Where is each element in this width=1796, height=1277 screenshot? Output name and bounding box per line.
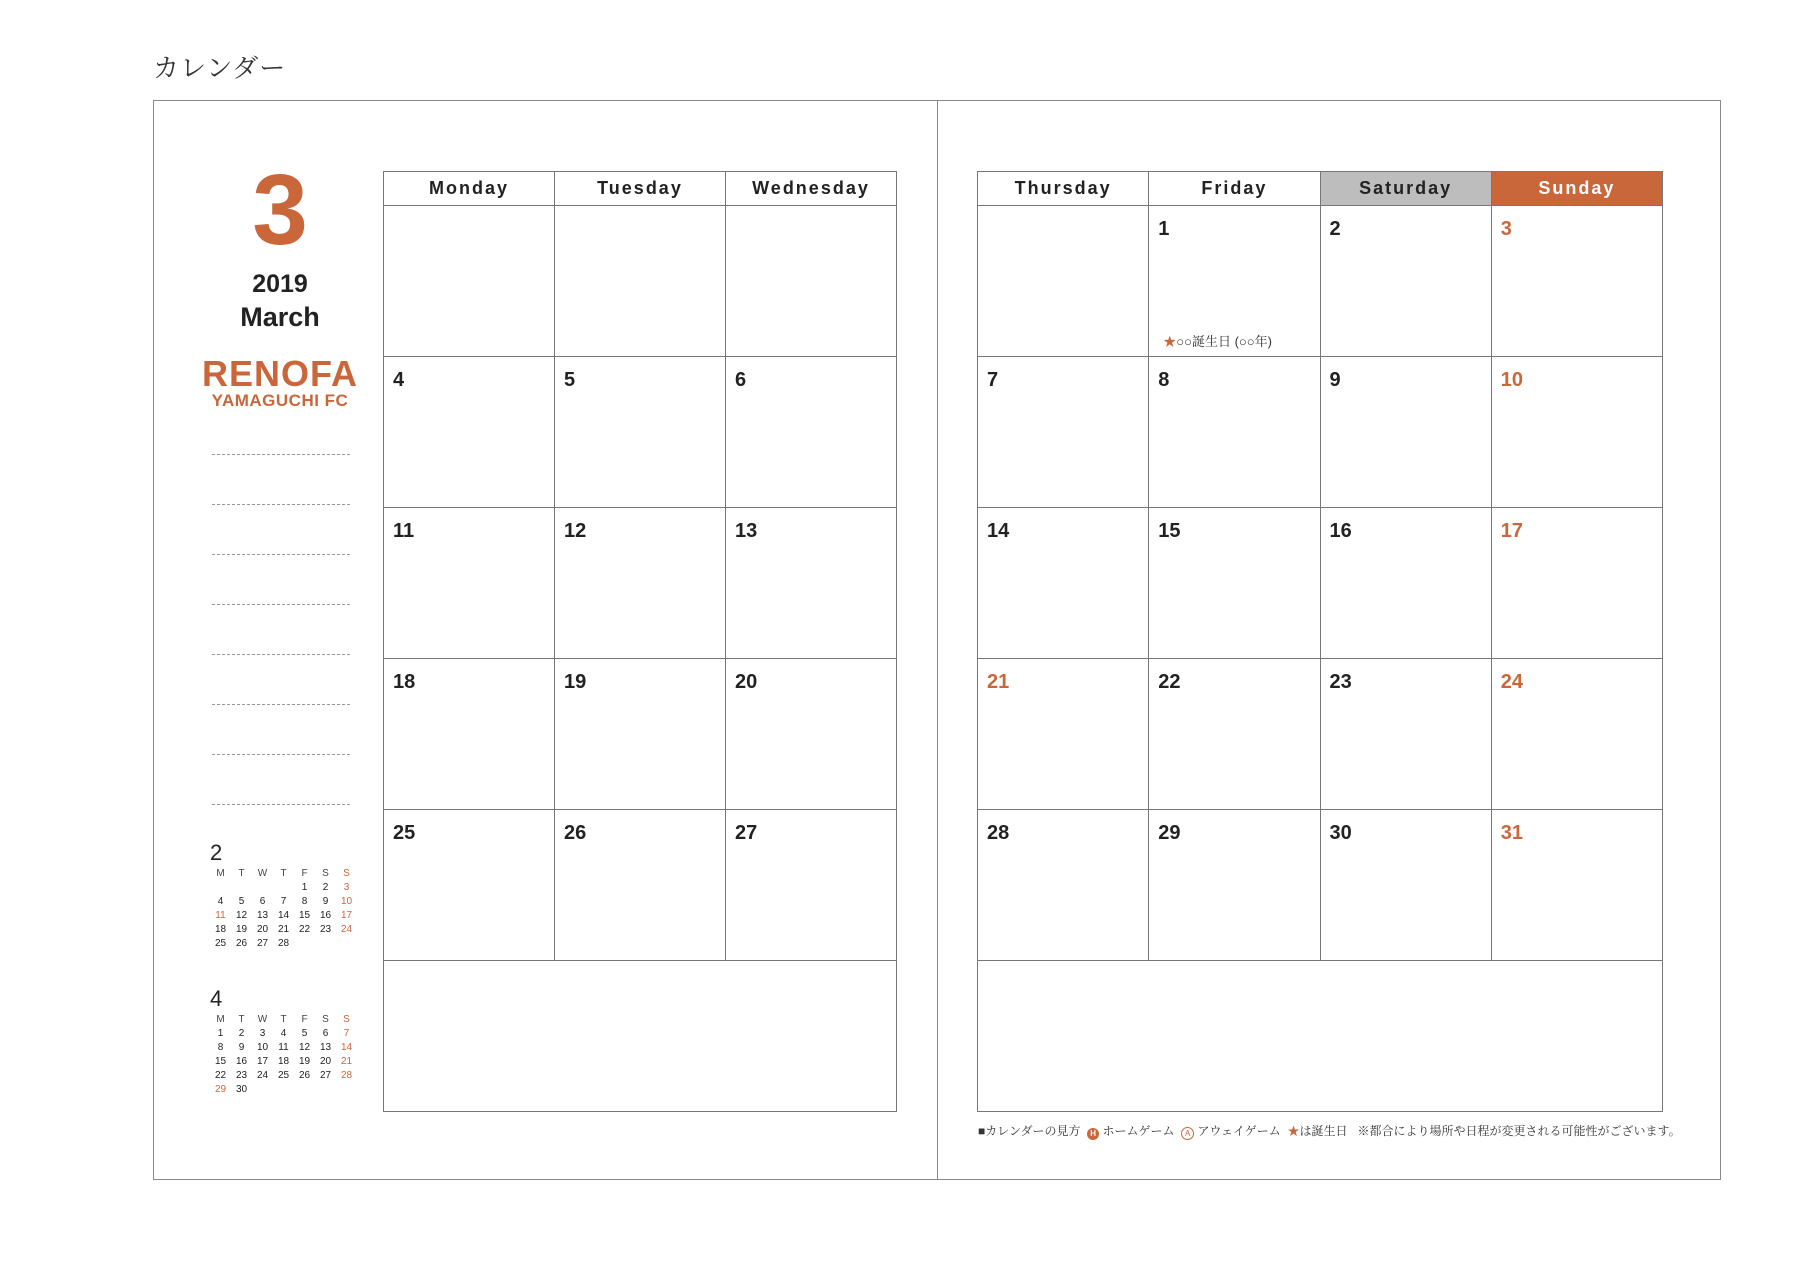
mini-weekday-header: M <box>216 1014 225 1025</box>
day-cell[interactable] <box>978 508 1149 659</box>
mini-weekday-header: S <box>322 868 329 879</box>
mini-day: 13 <box>319 1042 332 1053</box>
mini-day: 25 <box>277 1070 290 1081</box>
mini-day: 18 <box>214 924 227 935</box>
mini-day: 30 <box>235 1084 248 1095</box>
day-cell[interactable] <box>555 659 726 810</box>
mini-weekday-header: M <box>216 868 225 879</box>
memo-area[interactable] <box>978 961 1663 1112</box>
day-cell[interactable] <box>1149 810 1320 961</box>
calendar-week-row <box>978 206 1663 357</box>
mini-day: 10 <box>256 1042 269 1053</box>
mini-day: 19 <box>298 1056 311 1067</box>
day-cell[interactable] <box>1320 508 1491 659</box>
mini-day: 3 <box>259 1028 266 1039</box>
legend-birthday: は誕生日 <box>1299 1124 1348 1138</box>
mini-day: 1 <box>217 1028 224 1039</box>
mini-calendar-apr <box>210 988 355 1096</box>
mini-day <box>336 937 357 950</box>
legend-title: ■カレンダーの見方 <box>978 1124 1081 1138</box>
mini-day <box>273 881 294 894</box>
year-label: 2019 <box>252 270 308 298</box>
mini-day: 19 <box>235 924 248 935</box>
legend-home: ホームゲーム <box>1102 1124 1175 1138</box>
mini-day: 7 <box>343 1028 350 1039</box>
mini-calendar-number: 2 <box>210 840 223 865</box>
day-cell[interactable] <box>978 659 1149 810</box>
day-cell[interactable] <box>978 357 1149 508</box>
note-line[interactable] <box>212 554 350 555</box>
calendar-week-row <box>978 810 1663 961</box>
note-line[interactable] <box>212 654 350 655</box>
mini-weekday-header: T <box>238 1014 245 1025</box>
day-cell[interactable] <box>978 810 1149 961</box>
day-number: 15 <box>1158 520 1181 542</box>
legend-away: アウェイゲーム <box>1197 1124 1281 1138</box>
day-cell[interactable] <box>1320 659 1491 810</box>
mini-day: 22 <box>298 924 311 935</box>
mini-calendar-feb <box>210 842 355 950</box>
day-cell[interactable] <box>384 508 555 659</box>
mini-day: 24 <box>256 1070 269 1081</box>
day-number: 26 <box>564 822 587 844</box>
mini-day: 27 <box>256 938 269 949</box>
day-cell[interactable] <box>726 810 897 961</box>
calendar-week-row <box>978 508 1663 659</box>
day-number: 20 <box>735 671 758 693</box>
star-icon: ★ <box>1287 1124 1300 1138</box>
mini-day: 18 <box>277 1056 290 1067</box>
day-number: 10 <box>1500 369 1523 391</box>
mini-day: 4 <box>217 896 224 907</box>
mini-calendar-grid <box>210 867 355 950</box>
mini-day: 29 <box>214 1084 227 1095</box>
day-number: 27 <box>735 822 758 844</box>
day-cell[interactable] <box>726 508 897 659</box>
day-number: 31 <box>1500 822 1523 844</box>
mini-day: 8 <box>217 1042 224 1053</box>
day-cell[interactable] <box>1149 659 1320 810</box>
day-number: 13 <box>735 520 758 542</box>
mini-day: 5 <box>301 1028 308 1039</box>
mini-day: 21 <box>277 924 290 935</box>
club-logo <box>200 353 360 411</box>
mini-day <box>294 937 315 950</box>
mini-day: 17 <box>256 1056 269 1067</box>
calendar-week-row <box>384 508 897 659</box>
day-cell[interactable] <box>1320 206 1491 357</box>
mini-day: 25 <box>214 938 227 949</box>
mini-day: 28 <box>340 1070 353 1081</box>
weekday-header-sunday: Sunday <box>1491 172 1662 206</box>
mini-day: 11 <box>278 1042 289 1053</box>
day-number: 2 <box>1329 218 1341 240</box>
mini-day: 21 <box>340 1056 353 1067</box>
note-line[interactable] <box>212 504 350 505</box>
mini-day: 26 <box>235 938 248 949</box>
mini-calendar-number: 4 <box>210 986 223 1011</box>
mini-day: 6 <box>322 1028 329 1039</box>
mini-weekday-header: T <box>280 1014 287 1025</box>
day-number: 25 <box>393 822 416 844</box>
day-number: 23 <box>1329 671 1352 693</box>
mini-day <box>273 1083 294 1096</box>
mini-day: 20 <box>256 924 269 935</box>
calendar-week-row <box>978 357 1663 508</box>
day-cell[interactable] <box>384 357 555 508</box>
note-line[interactable] <box>212 604 350 605</box>
calendar-right-page <box>977 171 1663 1112</box>
day-number: 9 <box>1329 369 1341 391</box>
day-number: 1 <box>1158 218 1170 240</box>
day-cell[interactable] <box>384 659 555 810</box>
day-number: 12 <box>564 520 587 542</box>
day-cell[interactable] <box>978 206 1149 357</box>
weekday-header: Tuesday <box>555 172 726 206</box>
club-logo-sub: YAMAGUCHI FC <box>211 391 349 410</box>
day-cell[interactable] <box>1320 357 1491 508</box>
memo-row <box>384 961 897 1112</box>
mini-calendar-grid <box>210 1013 355 1096</box>
mini-day: 27 <box>319 1070 332 1081</box>
day-cell[interactable] <box>1149 357 1320 508</box>
day-number: 24 <box>1500 671 1523 693</box>
note-line[interactable] <box>212 804 350 805</box>
mini-day: 2 <box>238 1028 245 1039</box>
day-cell[interactable] <box>555 810 726 961</box>
home-game-icon: H <box>1087 1128 1099 1140</box>
calendar-week-row <box>384 357 897 508</box>
mini-weekday-header: T <box>280 868 287 879</box>
day-number: 19 <box>564 671 587 693</box>
day-cell[interactable] <box>384 810 555 961</box>
mini-day: 16 <box>319 910 332 921</box>
calendar-week-row <box>384 206 897 357</box>
mini-day: 12 <box>298 1042 311 1053</box>
month-name: March <box>240 302 320 332</box>
birthday-note <box>1163 331 1272 350</box>
mini-day: 23 <box>319 924 332 935</box>
mini-day: 15 <box>214 1056 227 1067</box>
mini-day: 4 <box>280 1028 287 1039</box>
day-number: 17 <box>1500 520 1523 542</box>
day-number: 4 <box>393 369 405 391</box>
day-cell[interactable] <box>1149 508 1320 659</box>
day-number: 28 <box>987 822 1010 844</box>
weekday-header: Wednesday <box>726 172 897 206</box>
mini-day: 7 <box>280 896 287 907</box>
month-number: 3 <box>252 154 308 266</box>
weekday-header: Friday <box>1149 172 1320 206</box>
mini-day: 8 <box>301 896 308 907</box>
mini-day: 14 <box>277 910 290 921</box>
mini-day: 12 <box>235 910 248 921</box>
day-number: 11 <box>393 520 415 542</box>
club-logo-main: RENOFA <box>201 353 358 394</box>
day-number: 16 <box>1329 520 1352 542</box>
note-lines <box>212 454 350 854</box>
day-number: 30 <box>1329 822 1352 844</box>
day-number: 21 <box>987 671 1010 693</box>
mini-day <box>231 881 252 894</box>
away-game-icon: A <box>1181 1127 1194 1140</box>
day-cell[interactable] <box>1320 810 1491 961</box>
memo-area[interactable] <box>384 961 897 1112</box>
mini-day: 16 <box>235 1056 248 1067</box>
mini-day: 11 <box>215 910 226 921</box>
mini-day: 15 <box>298 910 311 921</box>
page-title: カレンダー <box>153 53 287 83</box>
mini-weekday-header: W <box>257 1014 268 1025</box>
mini-day <box>294 1083 315 1096</box>
mini-weekday-header: F <box>301 1014 308 1025</box>
legend-notice: ※都合により場所や日程が変更される可能性がございます。 <box>1357 1124 1681 1138</box>
mini-weekday-header: T <box>238 868 245 879</box>
day-cell[interactable] <box>726 206 897 357</box>
mini-day: 14 <box>340 1042 353 1053</box>
calendar-week-row <box>978 659 1663 810</box>
mini-day: 9 <box>238 1042 245 1053</box>
weekday-header: Thursday <box>978 172 1149 206</box>
weekday-header-saturday: Saturday <box>1320 172 1491 206</box>
mini-day: 23 <box>235 1070 248 1081</box>
spread-spine <box>937 100 938 1180</box>
note-line[interactable] <box>212 704 350 705</box>
weekday-header: Monday <box>384 172 555 206</box>
mini-day: 28 <box>277 938 290 949</box>
calendar-left-page <box>383 171 897 1112</box>
mini-day <box>210 881 231 894</box>
day-cell[interactable] <box>555 357 726 508</box>
memo-row <box>978 961 1663 1112</box>
day-number: 29 <box>1158 822 1181 844</box>
note-line[interactable] <box>212 754 350 755</box>
mini-day: 5 <box>238 896 245 907</box>
mini-day: 2 <box>322 882 329 893</box>
mini-day: 3 <box>343 882 350 893</box>
mini-day <box>252 1083 273 1096</box>
day-cell[interactable] <box>555 206 726 357</box>
day-number: 8 <box>1158 369 1170 391</box>
mini-day: 26 <box>298 1070 311 1081</box>
mini-day: 1 <box>301 882 308 893</box>
mini-day: 24 <box>340 924 353 935</box>
day-cell[interactable] <box>726 357 897 508</box>
day-number: 18 <box>393 671 416 693</box>
day-cell[interactable] <box>384 206 555 357</box>
calendar-legend <box>978 1122 1681 1140</box>
calendar-week-row <box>384 659 897 810</box>
day-number: 3 <box>1500 218 1512 240</box>
mini-day: 22 <box>214 1070 227 1081</box>
day-cell[interactable] <box>1149 206 1320 357</box>
mini-day <box>252 881 273 894</box>
day-cell[interactable] <box>726 659 897 810</box>
birthday-note-text: ○○誕生日 (○○年) <box>1176 334 1272 349</box>
mini-day <box>315 937 336 950</box>
day-cell[interactable] <box>1491 659 1662 810</box>
day-number: 22 <box>1158 671 1181 693</box>
star-icon: ★ <box>1163 334 1177 349</box>
mini-day <box>336 1083 357 1096</box>
mini-day: 9 <box>322 896 329 907</box>
day-cell[interactable] <box>1491 357 1662 508</box>
mini-day: 17 <box>340 910 353 921</box>
mini-weekday-header: W <box>257 868 268 879</box>
day-cell[interactable] <box>1491 810 1662 961</box>
day-number: 14 <box>987 520 1010 542</box>
mini-weekday-header: S <box>343 868 350 879</box>
mini-day: 6 <box>259 896 266 907</box>
mini-weekday-header: F <box>301 868 308 879</box>
day-number: 5 <box>564 369 576 391</box>
day-cell[interactable] <box>1491 508 1662 659</box>
note-line[interactable] <box>212 454 350 455</box>
mini-day: 20 <box>319 1056 332 1067</box>
mini-day: 10 <box>340 896 353 907</box>
day-cell[interactable] <box>555 508 726 659</box>
mini-weekday-header: S <box>343 1014 350 1025</box>
day-number: 6 <box>735 369 747 391</box>
mini-day: 13 <box>256 910 269 921</box>
day-cell[interactable] <box>1491 206 1662 357</box>
mini-day <box>315 1083 336 1096</box>
mini-weekday-header: S <box>322 1014 329 1025</box>
calendar-week-row <box>384 810 897 961</box>
day-number: 7 <box>987 369 999 391</box>
